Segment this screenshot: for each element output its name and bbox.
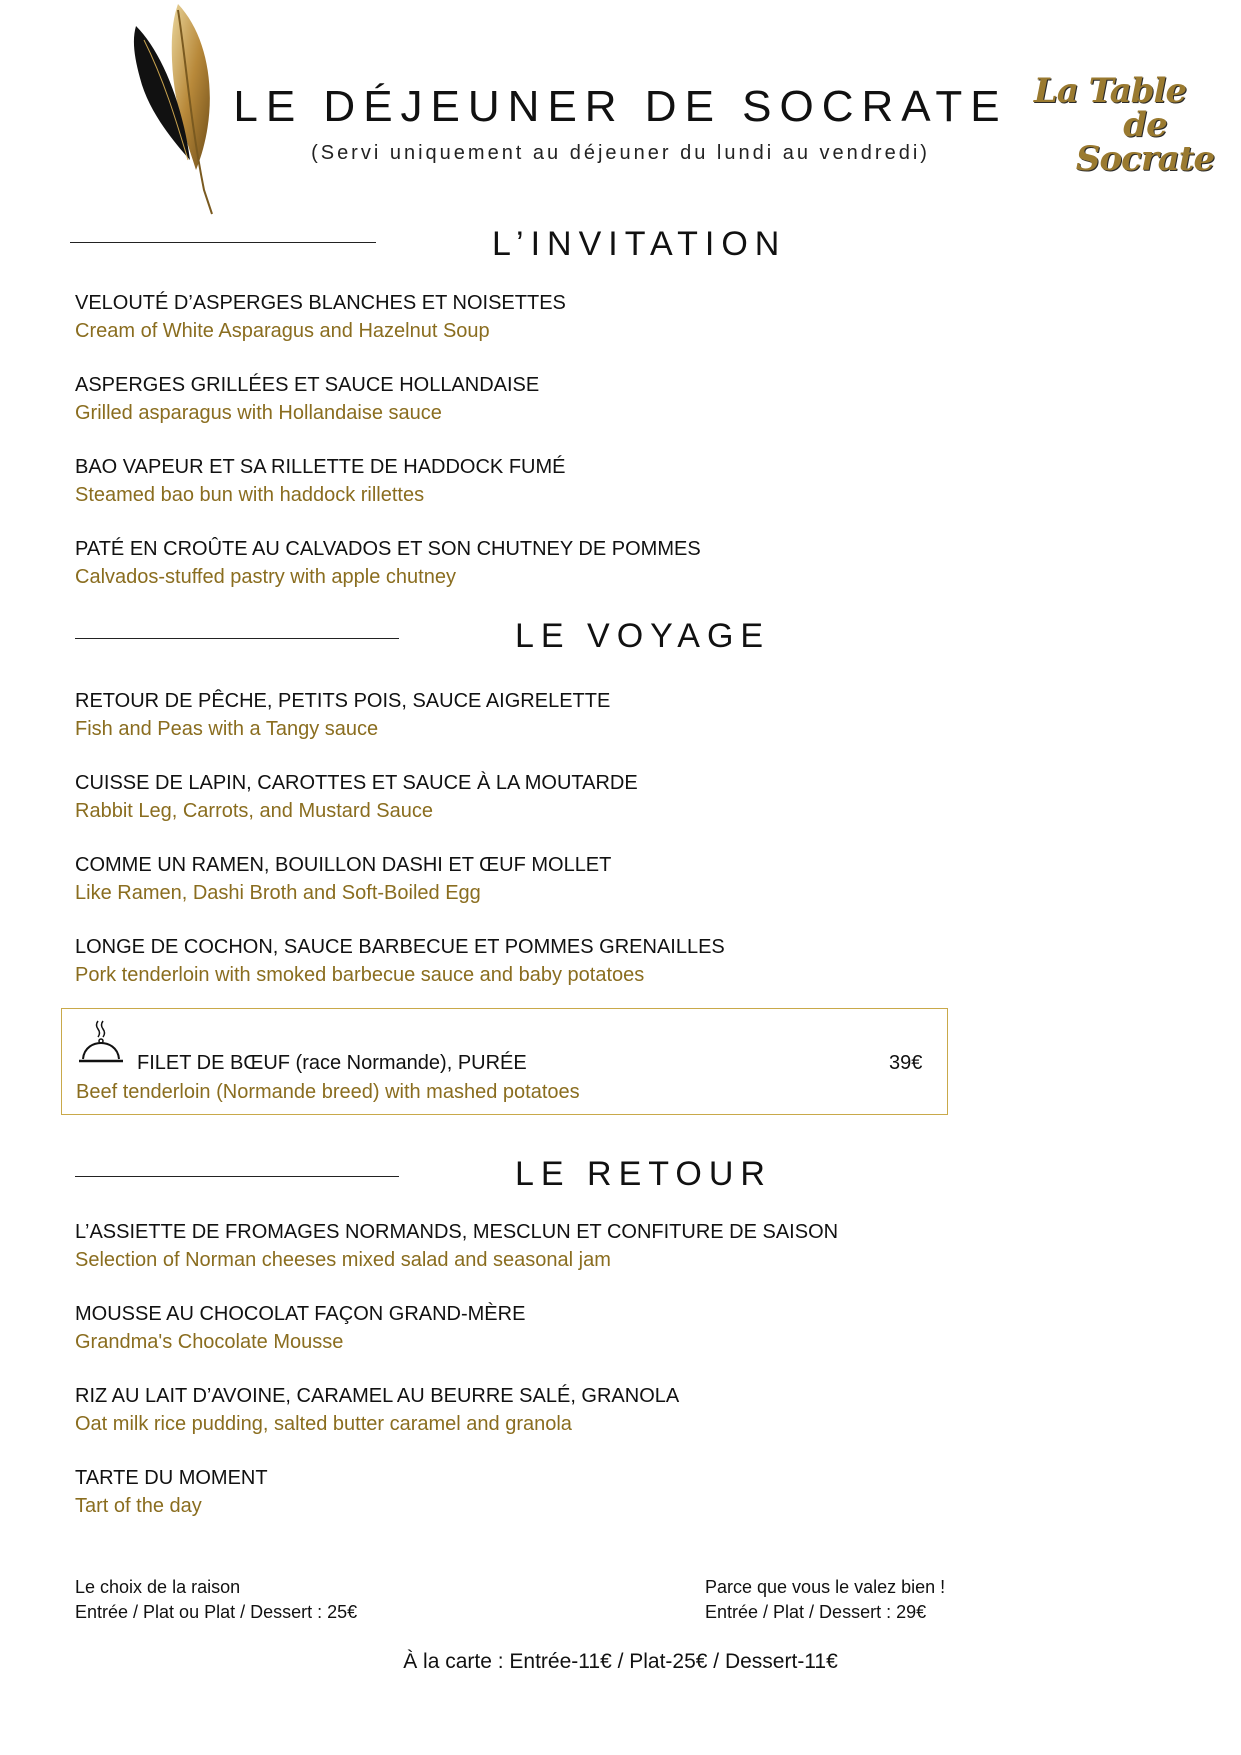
section-rule [70,242,376,243]
dish-name-fr: BAO VAPEUR ET SA RILLETTE DE HADDOCK FUMÉ [75,456,566,478]
formula-name: Parce que vous le valez bien ! [705,1577,946,1597]
section-rule [75,638,399,639]
formula-detail: Entrée / Plat ou Plat / Dessert : 25€ [75,1602,358,1622]
dish-name-fr: VELOUTÉ D’ASPERGES BLANCHES ET NOISETTES [75,292,566,314]
dish-name-en: Calvados-stuffed pastry with apple chutney [75,566,456,588]
special-dish-name-fr: FILET DE BŒUF (race Normande), PURÉE [137,1052,527,1074]
special-dish-price: 39€ [889,1052,923,1074]
formula-name: Le choix de la raison [75,1577,241,1597]
page-title: LE DÉJEUNER DE SOCRATE [233,82,1008,131]
dish-name-en: Selection of Norman cheeses mixed salad and seasonal jam [75,1249,611,1271]
menu-item [75,769,638,825]
page-subtitle: (Servi uniquement au déjeuner du lundi au vendredi) [311,142,930,164]
dish-name-en: Cream of White Asparagus and Hazelnut Soup [75,320,490,342]
dish-name-en: Fish and Peas with a Tangy sauce [75,718,379,740]
formula-left [75,1575,357,1625]
formula-detail: Entrée / Plat / Dessert : 29€ [705,1602,927,1622]
dish-name-fr: LONGE DE COCHON, SAUCE BARBECUE ET POMMES GRENAILLES [75,936,725,958]
dish-name-fr: L’ASSIETTE DE FROMAGES NORMANDS, MESCLUN ET CONFITURE DE SAISON [75,1221,839,1243]
menu-item [75,1300,525,1356]
menu-item [75,851,611,907]
dish-name-en: Pork tenderloin with smoked barbecue sauce and baby potatoes [75,964,645,986]
section-title: LE VOYAGE [515,617,771,655]
dish-name-en: Grilled asparagus with Hollandaise sauce [75,402,442,424]
menu-item [75,1218,838,1274]
dish-name-fr: RETOUR DE PÊCHE, PETITS POIS, SAUCE AIGRELETTE [75,690,611,712]
section-rule [75,1176,399,1177]
dish-name-fr: RIZ AU LAIT D’AVOINE, CARAMEL AU BEURRE SALÉ, GRANOLA [75,1385,680,1407]
menu-item [75,535,701,591]
menu-item [75,371,539,427]
dish-name-fr: COMME UN RAMEN, BOUILLON DASHI ET ŒUF MOLLET [75,854,612,876]
a-la-carte-prices: À la carte : Entrée-11€ / Plat-25€ / Dessert-11€ [403,1650,838,1673]
menu-item [75,933,725,989]
menu-item [75,453,565,509]
special-dish-name-en: Beef tenderloin (Normande breed) with mashed potatoes [76,1081,580,1103]
dish-name-fr: TARTE DU MOMENT [75,1467,268,1489]
logo-line-2: de Socrate [1075,105,1215,179]
dish-name-en: Grandma's Chocolate Mousse [75,1331,344,1353]
dish-name-en: Tart of the day [75,1495,202,1517]
dish-name-en: Oat milk rice pudding, salted butter caramel and granola [75,1413,572,1435]
menu-item [75,289,566,345]
section-title: L’INVITATION [492,225,787,263]
menu-item [75,687,610,743]
logo-line-1: La Table [1033,71,1187,111]
dish-name-fr: CUISSE DE LAPIN, CAROTTES ET SAUCE À LA MOUTARDE [75,772,638,794]
menu-item [75,1382,679,1438]
dish-name-fr: MOUSSE AU CHOCOLAT FAÇON GRAND-MÈRE [75,1303,526,1325]
formula-right [705,1575,945,1625]
special-dish-box [61,1008,948,1115]
dish-name-en: Steamed bao bun with haddock rillettes [75,484,425,506]
section-title: LE RETOUR [515,1155,772,1193]
dish-name-en: Rabbit Leg, Carrots, and Mustard Sauce [75,800,433,822]
cloche-icon [78,1019,124,1067]
dish-name-fr: PATÉ EN CROÛTE AU CALVADOS ET SON CHUTNEY DE POMMES [75,538,701,560]
menu-item [75,1464,268,1520]
dish-name-en: Like Ramen, Dashi Broth and Soft-Boiled Egg [75,882,481,904]
dish-name-fr: ASPERGES GRILLÉES ET SAUCE HOLLANDAISE [75,374,540,396]
